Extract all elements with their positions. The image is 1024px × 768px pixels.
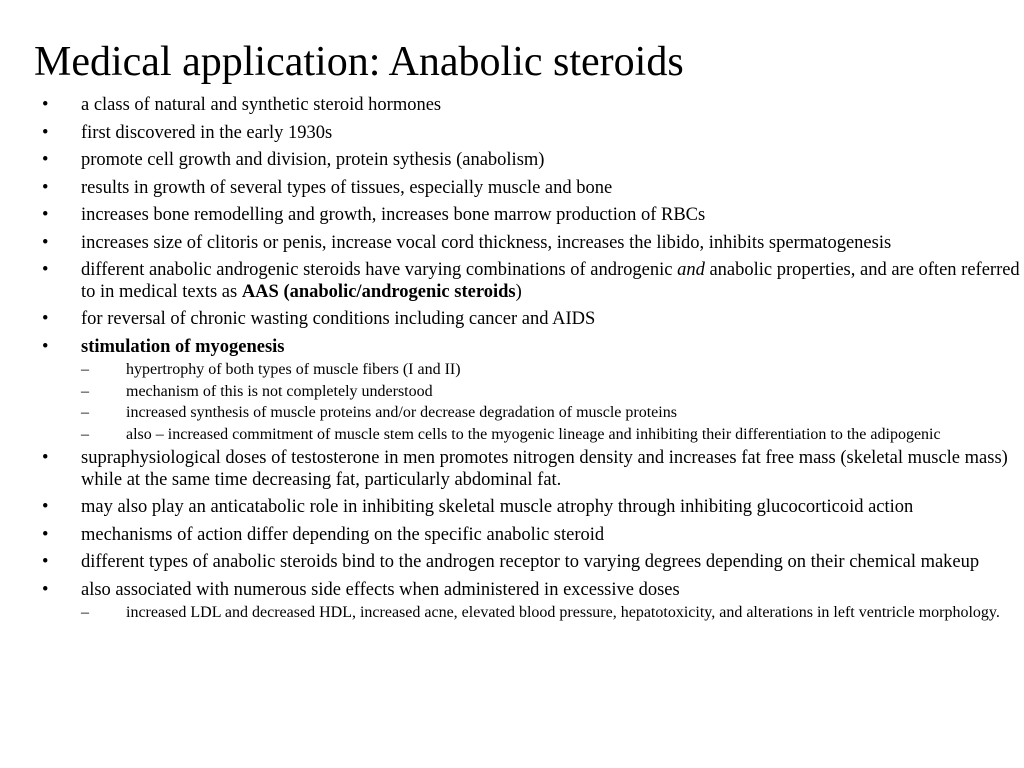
dash-marker: – <box>81 361 89 378</box>
bullet-marker: • <box>42 177 49 198</box>
bullet-marker: • <box>42 524 49 545</box>
sub-list-item-text: also – increased commitment of muscle stem cells to the myogenic lineage and inhibiting their differentiation to the adipogenic <box>126 425 941 443</box>
dash-marker: – <box>81 425 89 443</box>
bullet-marker: • <box>42 552 49 572</box>
sub-list-item <box>81 361 1020 380</box>
list-item-text: stimulation of myogenesis <box>81 336 285 357</box>
sub-list-item <box>81 426 1020 445</box>
dash-marker: – <box>81 404 89 421</box>
list-item <box>40 233 1020 255</box>
list-item <box>40 123 1020 145</box>
list-item-text: different types of anabolic steroids bind to the androgen receptor to varying degrees depending on their chemical makeup <box>81 552 980 572</box>
list-item <box>40 205 1020 227</box>
list-item-text: supraphysiological doses of testosterone in men promotes nitrogen density and increases fat free mass (skeletal muscle mass) while at the same time decreasing fat, particularly abdominal fat. <box>81 448 1008 490</box>
dash-marker: – <box>81 604 89 621</box>
sub-list-item <box>81 404 1020 423</box>
list-item-text: increases bone remodelling and growth, increases bone marrow production of RBCs <box>81 205 706 225</box>
text-run: anabolic properties, and are often referred to in medical texts as <box>81 260 1020 302</box>
list-item <box>40 260 1020 303</box>
list-item <box>40 150 1020 172</box>
list-item-text: also associated with numerous side effects when administered in excessive doses <box>81 579 680 600</box>
bullet-marker: • <box>42 205 49 225</box>
list-item <box>40 95 1020 117</box>
list-item-text: mechanisms of action differ depending on the specific anabolic steroid <box>81 524 605 545</box>
list-item-text: increases size of clitoris or penis, increase vocal cord thickness, increases the libido, inhibits spermatogenesis <box>81 232 892 253</box>
sub-list-item-text: increased LDL and decreased HDL, increased acne, elevated blood pressure, hepatotoxicity, and alterations in left ventricle morphology. <box>126 604 1000 621</box>
bullet-marker: • <box>42 336 49 357</box>
list-item-text: promote cell growth and division, protein sythesis (anabolism) <box>81 150 545 170</box>
list-item <box>40 497 1020 519</box>
text-run: different anabolic androgenic steroids have varying combinations of androgenic <box>81 260 678 280</box>
italic-text: and <box>677 260 705 280</box>
bullet-marker: • <box>42 448 49 468</box>
sub-list-item-text: mechanism of this is not completely understood <box>126 382 433 400</box>
list-item <box>40 178 1020 200</box>
sub-list-item-text: hypertrophy of both types of muscle fibers (I and II) <box>126 361 461 378</box>
list-item-text <box>81 260 1020 302</box>
sub-list-item-text: increased synthesis of muscle proteins and/or decrease degradation of muscle proteins <box>126 404 677 421</box>
list-item <box>40 552 1020 574</box>
sub-list-item <box>81 604 1020 623</box>
bullet-marker: • <box>42 579 49 600</box>
list-item-side-effects <box>40 580 1020 623</box>
bullet-marker: • <box>42 497 49 517</box>
list-item-text: for reversal of chronic wasting conditions including cancer and AIDS <box>81 309 596 329</box>
slide-title: Medical application: Anabolic steroids <box>34 39 684 85</box>
list-item-text: may also play an anticatabolic role in inhibiting skeletal muscle atrophy through inhibiting glucocorticoid action <box>81 497 914 517</box>
list-item-text: a class of natural and synthetic steroid hormones <box>81 95 442 115</box>
list-item <box>40 309 1020 331</box>
list-item-myogenesis <box>40 337 1020 445</box>
sub-list-side-effects <box>81 604 1020 623</box>
bullet-marker: • <box>42 122 49 143</box>
slide-content <box>40 95 1020 627</box>
bullet-list <box>40 95 1020 623</box>
sub-list-item <box>81 383 1020 402</box>
sub-list-myogenesis <box>81 361 1020 444</box>
bullet-marker: • <box>42 232 49 253</box>
text-run: ) <box>515 281 522 302</box>
list-item <box>40 448 1020 491</box>
bullet-marker: • <box>42 95 49 115</box>
list-item <box>40 525 1020 547</box>
bullet-marker: • <box>42 150 49 170</box>
bold-term: AAS (anabolic/androgenic steroids <box>241 281 516 302</box>
list-item-text: results in growth of several types of tissues, especially muscle and bone <box>81 177 613 198</box>
list-item-text: first discovered in the early 1930s <box>81 122 333 143</box>
dash-marker: – <box>81 382 89 400</box>
bullet-marker: • <box>42 260 49 280</box>
bullet-marker: • <box>42 309 49 329</box>
